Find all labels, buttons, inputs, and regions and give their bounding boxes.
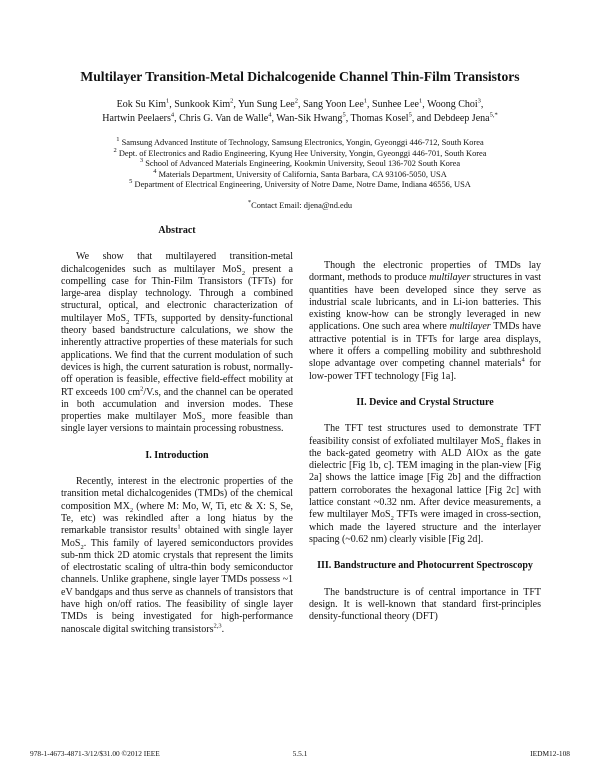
paper-title: Multilayer Transition-Metal Dichalcogenide Channel Thin-Film Transistors xyxy=(80,69,520,84)
author: Chris G. Van de Walle$^4$, xyxy=(179,111,277,124)
author-list xyxy=(45,98,555,126)
affiliation: $^2$ Dept. of Electronics and Radio Engineering, Kyung Hee University, Yongin, Gyeonggi 446-701, South Korea xyxy=(113,146,487,158)
footer-page-id: IEDM12-108 xyxy=(530,749,570,758)
left-column xyxy=(61,225,293,636)
author: Yun Sung Lee$^2$, xyxy=(238,97,303,110)
author-line-1 xyxy=(45,98,555,112)
footer-section: 5.5.1 xyxy=(292,749,308,758)
author: Wan-Sik Hwang$^5$, xyxy=(276,111,351,124)
abstract-heading: Abstract xyxy=(158,225,196,236)
affiliation: $^3$ School of Advanced Materials Engineering, Kookmin University, Seoul 136-702 South Korea xyxy=(139,157,461,169)
author: Sang Yoon Lee$^1$, xyxy=(302,97,373,110)
email-link[interactable]: djena@nd.edu xyxy=(303,201,353,210)
author: Hartwin Peelaers$^4$, xyxy=(102,111,180,124)
affiliation: $^1$ Samsung Advanced Institute of Technology, Samsung Electronics, Yongin, Gyeonggi 446-712, South Korea xyxy=(116,136,484,147)
intro-paragraph-2: Though the electronic properties of TMDs lay dormant, methods to produce multilayer structures in vast quantities have been developed since they serve as industrial scale lubricants, and in Li-ion batteries. This existing know-how can be strongly leveraged in new applications. One such area where multilayer TMDs have attractive potential is in TFTs for large area displays, where it offers a compelling mobility and subthreshold slope advantage over competing channel materials$^4$ for low-power TFT technology [Fig 1a]. xyxy=(309,260,542,382)
intro-heading: I. Introduction xyxy=(145,449,209,461)
device-heading: II. Device and Crystal Structure xyxy=(356,396,494,408)
device-paragraph: The TFT test structures used to demonstrate TFT feasibility consist of exfoliated multilayer MoS$_2$ flakes in the back-gated geometry with ALD AlOx as the gate dielectric [Fig 1b, c]. TEM imaging in the plan-view [Fig 2a] shows the lattice image [Fig 2b] and the diffraction pattern corroborates the hexagonal lattice [Fig 2c] with lattice constant ~0.32 nm. After device measurements, a few multilayer MoS$_2$ TFTs were imaged in cross-section, which made the layered structure and the interlayer spacing (~0.62 nm) clearly visible [Fig 2d]. xyxy=(309,423,541,545)
author: Woong Choi$^3$, xyxy=(427,97,484,110)
intro-continuation xyxy=(309,224,541,260)
author: Debdeep Jena$^{5,*}$ xyxy=(433,111,498,124)
author: Eok Su Kim$^1$, xyxy=(116,97,175,110)
bandstructure-paragraph: The bandstructure is of central importance in TFT design. It is well-known that standard first-principles density-functional theory (DFT) xyxy=(309,586,541,623)
author: Sunhee Lee$^1$, xyxy=(372,97,428,110)
footer-isbn: 978-1-4673-4871-3/12/$31.00 ©2012 IEEE xyxy=(30,749,160,758)
contact-email: *Contact Email: djena@nd.edu xyxy=(247,199,353,210)
affiliation: $^4$ Materials Department, University of California, Santa Barbara, CA 93106-5050, USA xyxy=(153,167,447,179)
author: Sunkook Kim$^2$, xyxy=(174,97,239,110)
affiliation-list xyxy=(30,138,570,191)
intro-paragraph-1: Recently, interest in the electronic properties of the transition metal dichalcogenides (TMDs) of the chemical composition $MX_2$ (where M: Mo, W, Ti, etc & X: S, Se, Te, etc) was rekindled after a long hiatus by the remarkable transistor results$^1$ obtained with single layer MoS$_2$. This family of layered semiconductors provides sub-nm thick 2D atomic crystals that represent the limits of electrostatic scaling of ultra-thin body semiconductor channels. Unlike graphene, single layer TMDs possess ~1 eV bandgaps and thus serve as channels of transistors that have high on/off ratios. The feasibility of single layer TMDs is being investigated for high-performance nanoscale digital switching transistors$^{2,3}$. xyxy=(61,476,294,635)
right-column xyxy=(309,225,541,623)
author: Thomas Kosel$^5$, and xyxy=(350,111,434,124)
abstract-text: We show that multilayered transition-metal dichalcogenides such as multilayer MoS$_2$ present a compelling case for Thin-Film Transistors (TFTs) for large-area display technology. Through a combined structural, optical, and electronic characterization of multilayer MoS$_2$ TFTs, supported by density-functional theory based bandstructure calculations, we show the inherently attractive properties of these materials for such applications. We find that the current modulation of such devices is high, the current saturation is robust, normally-off operation is feasible, effective field-effect mobility at RT exceeds 100 $cm^2/V.s$, and the channel can be operated in both accumulation and inversion modes. These properties make multilayer MoS$_2$ more feasible than single layer versions to maintain processing robustness. xyxy=(61,251,293,435)
bandstructure-heading: III. Bandstructure and Photocurrent Spectroscopy xyxy=(317,560,533,572)
affiliation: $^5$ Department of Electrical Engineering, University of Notre Dame, Notre Dame, Indiana 46556, USA xyxy=(129,178,471,190)
author-line-2 xyxy=(45,112,555,126)
